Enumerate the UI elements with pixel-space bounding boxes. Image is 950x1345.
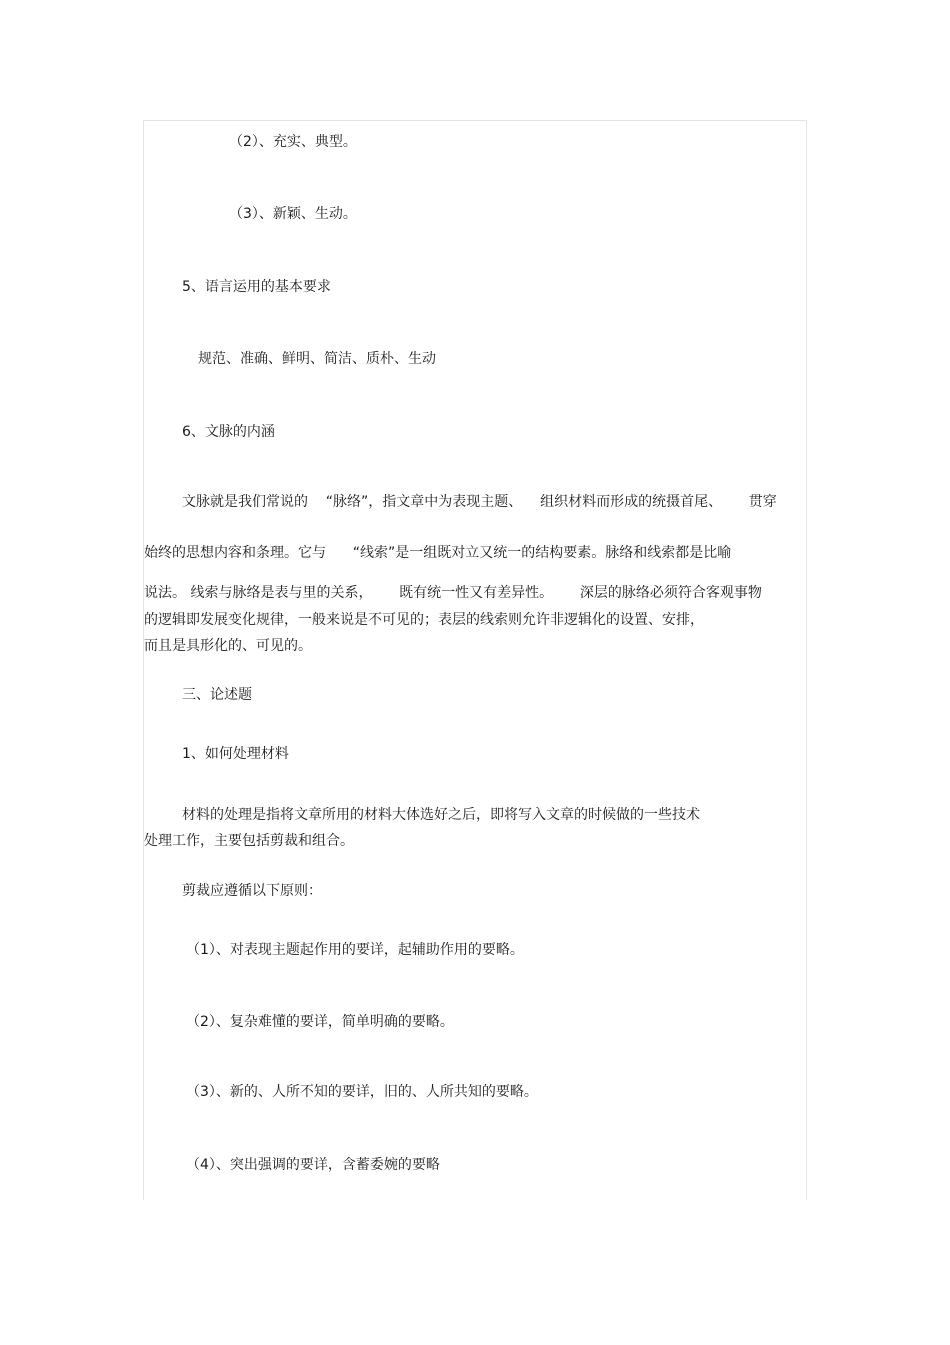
section-heading-essay-questions: 三、论述题: [182, 687, 252, 703]
principle-1: （1）、对表现主题起作用的要详，起辅助作用的要略。: [186, 942, 524, 958]
paragraph-wenmai-line-2: 始终的思想内容和条理。它与 “线索”是一组既对立又统一的结构要素。脉络和线索都是比喻: [144, 545, 732, 561]
list-item-3-novel-vivid: （3）、新颖、生动。: [229, 206, 357, 222]
paragraph-language-requirements: 规范、准确、鲜明、简洁、质朴、生动: [198, 351, 436, 367]
paragraph-materials-line-2: 处理工作，主要包括剪裁和组合。: [144, 833, 354, 849]
principle-2: （2）、复杂难懂的要详，简单明确的要略。: [186, 1014, 454, 1030]
paragraph-wenmai-line-5: 而且是具形化的、可见的。: [144, 638, 312, 654]
paragraph-wenmai-line-4: 的逻辑即发展变化规律，一般来说是不可见的；表层的线索则允许非逻辑化的设置、安排，: [144, 612, 704, 628]
paragraph-materials-line-1: 材料的处理是指将文章所用的材料大体选好之后，即将写入文章的时候做的一些技术: [182, 807, 700, 823]
list-item-2-full-typical: （2）、充实、典型。: [229, 134, 357, 150]
paragraph-wenmai-line-3: 说法。 线索与脉络是表与里的关系， 既有统一性又有差异性。 深层的脉络必须符合客观事物: [144, 585, 762, 601]
heading-6-wenmai: 6、文脉的内涵: [182, 424, 275, 440]
principle-3: （3）、新的、人所不知的要详，旧的、人所共知的要略。: [186, 1084, 538, 1100]
heading-5-language-requirements: 5、语言运用的基本要求: [182, 279, 331, 295]
paragraph-wenmai-line-1: 文脉就是我们常说的 “脉络”，指文章中为表现主题、 组织材料而形成的统摄首尾、 贯穿: [182, 494, 777, 510]
paragraph-cutting-principles: 剪裁应遵循以下原则：: [182, 883, 322, 899]
principle-4: （4）、突出强调的要详，含蓄委婉的要略: [186, 1157, 440, 1173]
question-1-heading: 1、如何处理材料: [182, 746, 289, 762]
